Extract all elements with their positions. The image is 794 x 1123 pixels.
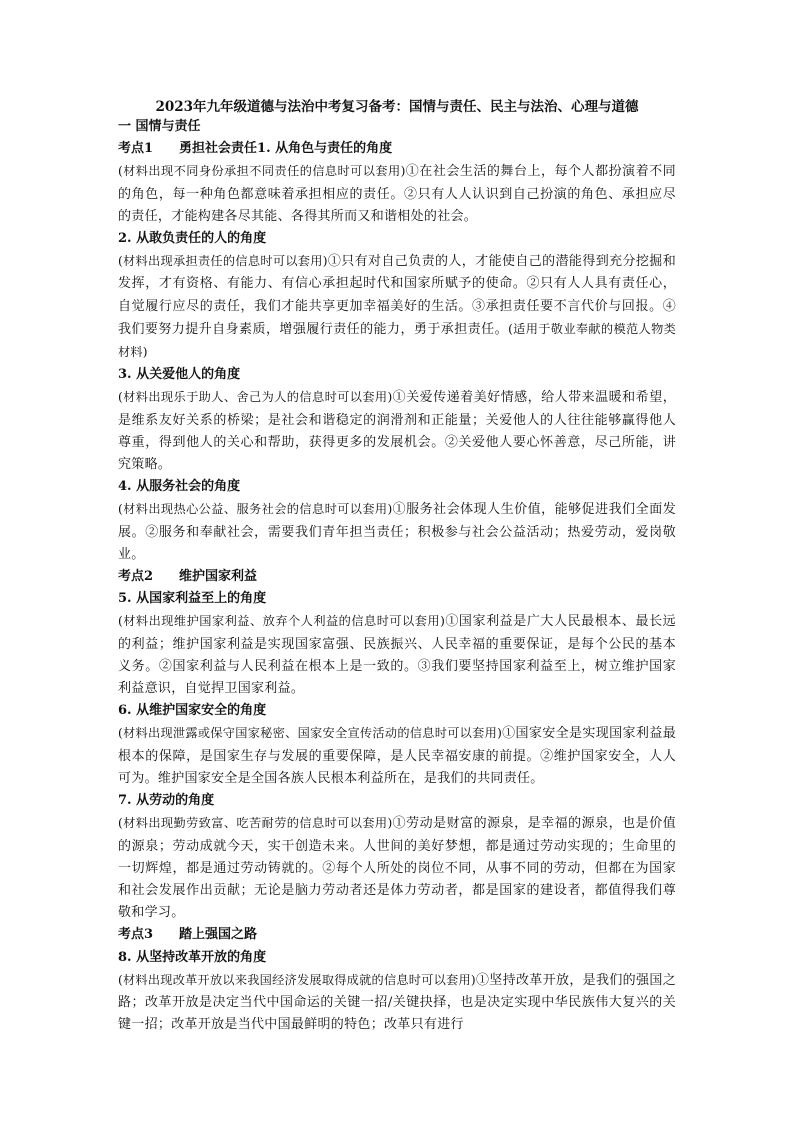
kaodian-title: 维护国家利益 — [179, 569, 258, 585]
section-heading: 一 国情与责任 — [118, 119, 201, 134]
paragraph-4 — [118, 498, 676, 566]
paragraph-text: ①服务社会体现人生价值，能够促进我们全面发展。②服务和奉献社会，需要我们青年担当责任；积极参与社会公益活动；热爱劳动，爱岗敬业。 — [118, 502, 676, 562]
kaodian-label: 考点2 — [118, 569, 154, 585]
paragraph-2 — [118, 250, 676, 364]
subheading-8: 8. 从坚持改革开放的角度 — [118, 949, 267, 965]
document-title: 2023年九年级道德与法治中考复习备考：国情与责任、民主与法治、心理与道德 — [155, 99, 639, 115]
paragraph-7 — [118, 812, 676, 924]
subheading-7: 7. 从劳动的角度 — [118, 793, 215, 809]
document-body — [118, 116, 676, 1036]
subheading-3: 3. 从关爱他人的角度 — [118, 367, 241, 383]
subheading-6: 6. 从维护国家安全的角度 — [118, 703, 267, 719]
usage-note: (材料出现改革开放以来我国经济发展取得成就的信息时可以套用) — [118, 972, 476, 987]
paragraph-text: ①关爱传递着美好情感，给人带来温暖和希望，是维系友好关系的桥梁；是社会和谐稳定的润滑剂和正能量；关爱他人的人往往能够赢得他人尊重，得到他人的关心和帮助，获得更多的发展机会。②关爱他人要心怀善意，尽己所能，讲究策略。 — [118, 390, 676, 473]
paragraph-text: ①在社会生活的舞台上，每个人都扮演着不同的角色，每一种角色都意味着承担相应的责任。②只有人人认识到自己扮演的角色、承担应尽的责任，才能构建各尽其能、各得其所而又和谐相处的社会。 — [118, 164, 676, 224]
kaodian-title: 踏上强国之路 — [179, 927, 258, 943]
usage-note: (材料出现乐于助人、舍己为人的信息时可以套用) — [118, 390, 393, 405]
usage-note-2: (适用于敬业奉献的模范人物类材料) — [118, 321, 677, 360]
subheading-2: 2. 从敢负责任的人的角度 — [118, 231, 267, 247]
kaodian-heading-3 — [118, 924, 676, 946]
usage-note: (材料出现承担责任的信息时可以套用) — [118, 254, 328, 269]
paragraph-text: ①只有对自己负责的人，才能使自己的潜能得到充分挖掘和发挥，才有资格、有能力、有信心承担起时代和国家所赋予的使命。②只有人人具有责任心，自觉履行应尽的责任，我们才能共享更加幸福美好的生活。③承担责任要不言代价与回报。④我们要努力提升自身素质，增强履行责任的能力，勇于承担责任。 — [118, 254, 677, 337]
paragraph-8 — [118, 969, 676, 1037]
usage-note: (材料出现热心公益、服务社会的信息时可以套用) — [118, 502, 393, 517]
paragraph-text: ①劳动是财富的源泉，是幸福的源泉，也是价值的源泉；劳动成就今天，实干创造未来。人世间的美好梦想，都是通过劳动实现的；生命里的一切辉煌，都是通过劳动铸就的。②每个人所处的岗位不同，从事不同的劳动，但都在为国家和社会发展作出贡献；无论是脑力劳动者还是体力劳动者，都是国家的建设者，都值得我们尊敬和学习。 — [118, 816, 676, 921]
paragraph-1 — [118, 160, 676, 228]
usage-note: (材料出现勤劳致富、吃苦耐劳的信息时可以套用) — [118, 816, 393, 831]
kaodian-heading-1 — [118, 138, 676, 160]
usage-note: (材料出现泄露或保守国家秘密、国家安全宣传活动的信息时可以套用) — [118, 726, 503, 741]
paragraph-text: ①坚持改革开放，是我们的强国之路；改革开放是决定当代中国命运的关键一招/关键抉择，也是决定实现中华民族伟大复兴的关键一招；改革开放是当代中国最鲜明的特色；改革只有进行 — [118, 972, 676, 1033]
paragraph-text: ①国家利益是广大人民最根本、最长远的利益；维护国家利益是实现国家富强、民族振兴、人民幸福的重要保证，是每个公民的基本义务。②国家利益与人民利益在根本上是一致的。③我们要坚持国家利益至上，树立维护国家利益意识，自觉捍卫国家利益。 — [118, 614, 676, 697]
usage-note: (材料出现维护国家利益、放弃个人利益的信息时可以套用) — [118, 614, 446, 629]
paragraph-3 — [118, 386, 676, 476]
paragraph-5 — [118, 610, 676, 700]
kaodian-label: 考点3 — [118, 927, 154, 943]
kaodian-heading-2 — [118, 566, 676, 588]
usage-note: (材料出现不同身份承担不同责任的信息时可以套用) — [118, 164, 406, 179]
kaodian-label: 考点1 — [118, 141, 154, 157]
kaodian-title: 勇担社会责任1. 从角色与责任的角度 — [179, 141, 393, 157]
subheading-5: 5. 从国家利益至上的角度 — [118, 591, 267, 607]
paragraph-text: ①国家安全是实现国家利益最根本的保障，是国家生存与发展的重要保障，是人民幸福安康的前提。②维护国家安全，人人可为。维护国家安全是全国各族人民根本利益所在，是我们的共同责任。 — [118, 726, 676, 786]
subheading-4: 4. 从服务社会的角度 — [118, 479, 241, 495]
paragraph-6 — [118, 722, 676, 790]
